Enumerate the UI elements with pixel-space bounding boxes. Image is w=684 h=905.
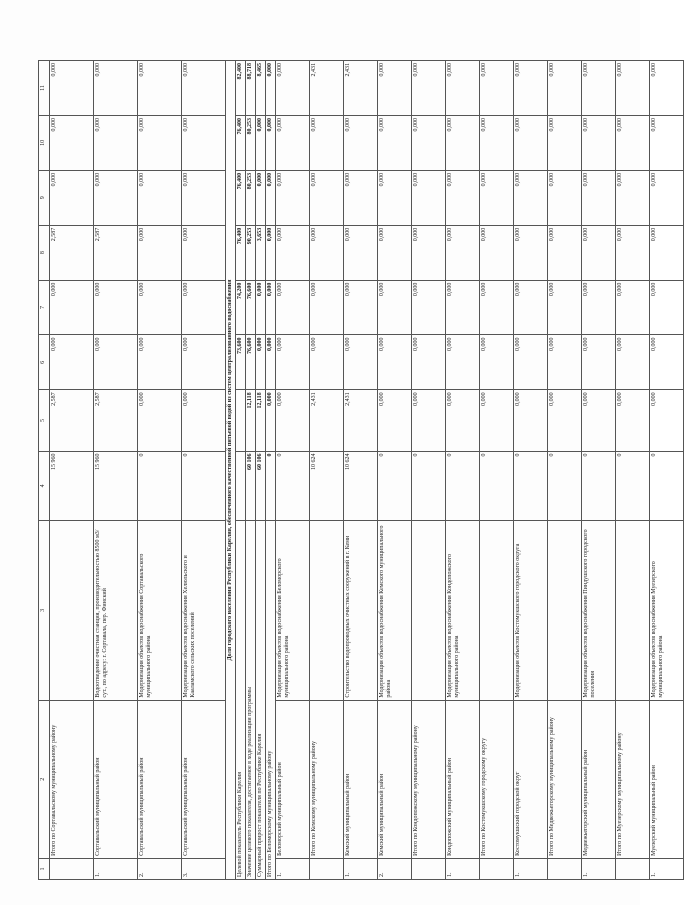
row-number-cell: 1. <box>582 858 616 879</box>
summary-value-cell-9: 0,000 <box>256 170 266 225</box>
value-cell-8: 0,000 <box>616 225 650 280</box>
value-cell-6: 0,000 <box>582 335 616 390</box>
value-cell-7: 0,000 <box>446 280 480 335</box>
row-number-cell: 1. <box>344 858 378 879</box>
value-cell-7: 0,000 <box>582 280 616 335</box>
value-cell-9: 0,000 <box>94 170 138 225</box>
summary-row <box>236 61 246 880</box>
value-cell-7: 0,000 <box>548 280 582 335</box>
summary-value-cell-5: 0,000 <box>266 390 276 451</box>
summary-value-cell-4: 60 106 <box>256 451 266 521</box>
rotated-table-wrapper <box>38 60 664 880</box>
value-cell-8: 0,000 <box>344 225 378 280</box>
value-cell-6: 0,000 <box>344 335 378 390</box>
table-row <box>582 61 616 880</box>
municipality-cell: Итого по Сортавальскому муниципальному району <box>50 700 94 858</box>
value-cell-11: 0,000 <box>514 61 548 116</box>
value-cell-9: 0,000 <box>446 170 480 225</box>
municipality-cell: Костомукшский городской округ <box>514 700 548 858</box>
value-cell-5: 0,000 <box>378 390 412 451</box>
header-cell-1: 1 <box>39 858 50 879</box>
value-cell-7: 0,000 <box>50 280 94 335</box>
header-cell-7: 7 <box>39 280 50 335</box>
value-cell-9: 0,000 <box>412 170 446 225</box>
value-cell-4: 15 960 <box>94 451 138 521</box>
municipality-cell: Кемский муниципальный район <box>344 700 378 858</box>
measure-cell: Модернизация объектов водоснабжения Кемского муниципального района <box>378 521 412 700</box>
summary-value-cell-8: 90,253 <box>246 225 256 280</box>
header-cell-5: 5 <box>39 390 50 451</box>
measure-cell <box>480 521 514 700</box>
value-cell-9: 0,000 <box>480 170 514 225</box>
row-number-cell: 2. <box>378 858 412 879</box>
value-cell-9: 0,000 <box>514 170 548 225</box>
summary-value-cell-8: 3,653 <box>256 225 266 280</box>
measure-cell <box>50 521 94 700</box>
value-cell-8: 0,000 <box>582 225 616 280</box>
row-number-cell <box>412 858 446 879</box>
measure-cell: Модернизация объектов водоснабжения Пиндушского городского поселения <box>582 521 616 700</box>
value-cell-6: 0,000 <box>276 335 310 390</box>
value-cell-10: 0,000 <box>548 115 582 170</box>
value-cell-7: 0,000 <box>412 280 446 335</box>
summary-label-cell: Суммарный прирост показателя по Республике Карелия <box>256 521 266 880</box>
table-row <box>412 61 446 880</box>
summary-row <box>246 61 256 880</box>
value-cell-10: 0,000 <box>94 115 138 170</box>
section-row <box>226 61 236 880</box>
header-cell-11: 11 <box>39 61 50 116</box>
table-row <box>182 61 226 880</box>
value-cell-5: 0,000 <box>650 390 684 451</box>
summary-value-cell-5: 12,118 <box>246 390 256 451</box>
value-cell-10: 0,000 <box>344 115 378 170</box>
value-cell-8: 0,000 <box>276 225 310 280</box>
table-row <box>514 61 548 880</box>
value-cell-11: 0,000 <box>480 61 514 116</box>
row-number-cell <box>548 858 582 879</box>
value-cell-11: 0,000 <box>650 61 684 116</box>
value-cell-9: 0,000 <box>650 170 684 225</box>
table-row <box>616 61 650 880</box>
table-row <box>446 61 480 880</box>
value-cell-10: 0,000 <box>412 115 446 170</box>
measure-cell <box>548 521 582 700</box>
summary-label-cell: Итого по Беломорскому муниципальному району <box>266 521 276 880</box>
summary-row <box>266 61 276 880</box>
summary-value-cell-10: 76,400 <box>236 115 246 170</box>
measure-cell: Модернизация объектов Костомукшского городского округа <box>514 521 548 700</box>
value-cell-7: 0,000 <box>310 280 344 335</box>
summary-row <box>256 61 266 880</box>
value-cell-4: 10 624 <box>344 451 378 521</box>
summary-value-cell-9: 76,400 <box>236 170 246 225</box>
value-cell-11: 0,000 <box>378 61 412 116</box>
value-cell-4: 0 <box>182 451 226 521</box>
value-cell-11: 2,431 <box>344 61 378 116</box>
value-cell-9: 0,000 <box>138 170 182 225</box>
value-cell-5: 0,000 <box>582 390 616 451</box>
row-number-cell <box>480 858 514 879</box>
table-body <box>39 61 684 880</box>
measure-cell <box>616 521 650 700</box>
header-cell-3: 3 <box>39 521 50 700</box>
summary-value-cell-7: 0,000 <box>266 280 276 335</box>
summary-value-cell-5: 12,118 <box>256 390 266 451</box>
header-cell-4: 4 <box>39 451 50 521</box>
value-cell-9: 0,000 <box>582 170 616 225</box>
value-cell-7: 0,000 <box>182 280 226 335</box>
value-cell-6: 0,000 <box>548 335 582 390</box>
value-cell-4: 0 <box>650 451 684 521</box>
value-cell-11: 0,000 <box>50 61 94 116</box>
row-number-cell: 3. <box>182 858 226 879</box>
value-cell-8: 0,000 <box>310 225 344 280</box>
value-cell-10: 0,000 <box>182 115 226 170</box>
summary-value-cell-9: 0,000 <box>266 170 276 225</box>
summary-label-cell: Целевой показатель Республики Карелия <box>236 521 246 880</box>
value-cell-7: 0,000 <box>480 280 514 335</box>
measure-cell: Модернизация объектов водоснабжения Муезерского муниципального района <box>650 521 684 700</box>
header-row <box>39 61 50 880</box>
value-cell-8: 2,587 <box>50 225 94 280</box>
summary-value-cell-5 <box>236 390 246 451</box>
row-number-cell: 1. <box>276 858 310 879</box>
municipality-cell: Итого по Кемскому муниципальному району <box>310 700 344 858</box>
measure-cell: Модернизация объектов водоснабжения Кондопожского муниципального района <box>446 521 480 700</box>
table-row <box>94 61 138 880</box>
summary-value-cell-4 <box>236 451 246 521</box>
value-cell-6: 0,000 <box>138 335 182 390</box>
measure-cell: Модернизация объектов водоснабжения Беломорского муниципального района <box>276 521 310 700</box>
value-cell-8: 0,000 <box>548 225 582 280</box>
value-cell-10: 0,000 <box>582 115 616 170</box>
value-cell-7: 0,000 <box>514 280 548 335</box>
summary-value-cell-8: 76,400 <box>236 225 246 280</box>
value-cell-5: 2,431 <box>310 390 344 451</box>
municipality-cell: Муезерский муниципальный район <box>650 700 684 858</box>
summary-value-cell-11: 8,465 <box>256 61 266 116</box>
value-cell-5: 0,000 <box>616 390 650 451</box>
value-cell-8: 0,000 <box>182 225 226 280</box>
value-cell-9: 0,000 <box>344 170 378 225</box>
value-cell-9: 0,000 <box>276 170 310 225</box>
value-cell-5: 2,431 <box>344 390 378 451</box>
value-cell-6: 0,000 <box>514 335 548 390</box>
value-cell-5: 0,000 <box>548 390 582 451</box>
value-cell-11: 0,000 <box>548 61 582 116</box>
value-cell-8: 0,000 <box>412 225 446 280</box>
measure-cell: Строительство водопроводных очистных сооружений в г. Кеми <box>344 521 378 700</box>
value-cell-10: 0,000 <box>276 115 310 170</box>
value-cell-5: 0,000 <box>138 390 182 451</box>
municipality-cell: Итого по Кондопожскому муниципальному району <box>412 700 446 858</box>
value-cell-10: 0,000 <box>310 115 344 170</box>
value-cell-6: 0,000 <box>650 335 684 390</box>
table-row <box>344 61 378 880</box>
value-cell-5: 0,000 <box>276 390 310 451</box>
summary-value-cell-6: 0,000 <box>266 335 276 390</box>
row-number-cell: 1. <box>94 858 138 879</box>
value-cell-4: 15 960 <box>50 451 94 521</box>
row-number-cell <box>310 858 344 879</box>
municipality-cell: Итого по Костомукшскому городскому округу <box>480 700 514 858</box>
municipality-cell: Итого по Медвежьегорскому муниципальному району <box>548 700 582 858</box>
value-cell-6: 0,000 <box>378 335 412 390</box>
row-number-cell: 2. <box>138 858 182 879</box>
summary-value-cell-4: 60 106 <box>246 451 256 521</box>
table-row <box>310 61 344 880</box>
value-cell-6: 0,000 <box>182 335 226 390</box>
municipality-cell: Итого по Муезерскому муниципальному району <box>616 700 650 858</box>
value-cell-6: 0,000 <box>446 335 480 390</box>
municipality-cell: Кемский муниципальный район <box>378 700 412 858</box>
value-cell-4: 0 <box>514 451 548 521</box>
row-number-cell: 1. <box>650 858 684 879</box>
row-number-cell <box>50 858 94 879</box>
value-cell-6: 0,000 <box>50 335 94 390</box>
value-cell-4: 0 <box>582 451 616 521</box>
header-cell-8: 8 <box>39 225 50 280</box>
table-row <box>276 61 310 880</box>
value-cell-10: 0,000 <box>50 115 94 170</box>
value-cell-11: 0,000 <box>94 61 138 116</box>
value-cell-10: 0,000 <box>650 115 684 170</box>
value-cell-10: 0,000 <box>514 115 548 170</box>
value-cell-6: 0,000 <box>412 335 446 390</box>
value-cell-8: 2,587 <box>94 225 138 280</box>
value-cell-9: 0,000 <box>378 170 412 225</box>
summary-value-cell-6: 73,600 <box>236 335 246 390</box>
value-cell-11: 0,000 <box>446 61 480 116</box>
municipality-cell: Медвежьегорский муниципальный район <box>582 700 616 858</box>
municipality-cell: Сортавальский муниципальный район <box>138 700 182 858</box>
value-cell-11: 0,000 <box>616 61 650 116</box>
value-cell-7: 0,000 <box>344 280 378 335</box>
value-cell-10: 0,000 <box>138 115 182 170</box>
value-cell-9: 0,000 <box>310 170 344 225</box>
value-cell-6: 0,000 <box>94 335 138 390</box>
row-number-cell: 1. <box>514 858 548 879</box>
value-cell-6: 0,000 <box>616 335 650 390</box>
value-cell-4: 0 <box>378 451 412 521</box>
value-cell-11: 0,000 <box>582 61 616 116</box>
value-cell-7: 0,000 <box>378 280 412 335</box>
value-cell-9: 0,000 <box>50 170 94 225</box>
measure-cell <box>310 521 344 700</box>
row-number-cell <box>616 858 650 879</box>
value-cell-7: 0,000 <box>94 280 138 335</box>
value-cell-9: 0,000 <box>616 170 650 225</box>
row-number-cell: 1. <box>446 858 480 879</box>
table-row <box>378 61 412 880</box>
measure-cell: Модернизация объектов водоснабжения Сортавальского муниципального района <box>138 521 182 700</box>
summary-value-cell-7: 74,200 <box>236 280 246 335</box>
municipality-cell: Сортавальский муниципальный район <box>182 700 226 858</box>
summary-value-cell-9: 80,253 <box>246 170 256 225</box>
value-cell-8: 0,000 <box>446 225 480 280</box>
value-cell-5: 2,587 <box>94 390 138 451</box>
section-title-cell: Доля городского населения Республики Карелия, обеспеченного качественной питьевой водой из систем централизованного водоснабжения <box>226 61 236 880</box>
summary-value-cell-4: 0 <box>266 451 276 521</box>
value-cell-8: 0,000 <box>650 225 684 280</box>
header-cell-6: 6 <box>39 335 50 390</box>
header-cell-10: 10 <box>39 115 50 170</box>
table-row <box>480 61 514 880</box>
value-cell-6: 0,000 <box>310 335 344 390</box>
value-cell-5: 0,000 <box>514 390 548 451</box>
table-row <box>138 61 182 880</box>
value-cell-5: 0,000 <box>182 390 226 451</box>
value-cell-11: 0,000 <box>182 61 226 116</box>
summary-value-cell-6: 76,600 <box>246 335 256 390</box>
value-cell-5: 0,000 <box>412 390 446 451</box>
value-cell-7: 0,000 <box>138 280 182 335</box>
summary-value-cell-7: 76,600 <box>246 280 256 335</box>
value-cell-10: 0,000 <box>616 115 650 170</box>
header-cell-2: 2 <box>39 700 50 858</box>
municipality-cell: Кондопожский муниципальный район <box>446 700 480 858</box>
summary-value-cell-7: 0,000 <box>256 280 266 335</box>
value-cell-4: 0 <box>616 451 650 521</box>
summary-value-cell-10: 0,000 <box>266 115 276 170</box>
table-row <box>50 61 94 880</box>
value-cell-8: 0,000 <box>138 225 182 280</box>
value-cell-4: 0 <box>446 451 480 521</box>
municipality-cell: Сортавальский муниципальный район <box>94 700 138 858</box>
value-cell-4: 0 <box>412 451 446 521</box>
value-cell-4: 10 624 <box>310 451 344 521</box>
value-cell-5: 0,000 <box>446 390 480 451</box>
program-table <box>38 60 684 880</box>
header-cell-9: 9 <box>39 170 50 225</box>
value-cell-6: 0,000 <box>480 335 514 390</box>
measure-cell: Модернизация объектов водоснабжения Хелюльского и Кааламского сельских поселений <box>182 521 226 700</box>
value-cell-5: 0,000 <box>480 390 514 451</box>
summary-value-cell-11: 88,718 <box>246 61 256 116</box>
measure-cell: Водоотведение очистная станция, производительностью 8500 м3/сут., по адресу: г. Сортавала, пер. Финский <box>94 521 138 700</box>
municipality-cell: Беломорский муниципальный район <box>276 700 310 858</box>
value-cell-10: 0,000 <box>378 115 412 170</box>
value-cell-9: 0,000 <box>182 170 226 225</box>
value-cell-7: 0,000 <box>276 280 310 335</box>
summary-value-cell-10: 80,253 <box>246 115 256 170</box>
value-cell-11: 0,000 <box>138 61 182 116</box>
table-row <box>548 61 582 880</box>
value-cell-8: 0,000 <box>378 225 412 280</box>
value-cell-11: 2,431 <box>310 61 344 116</box>
summary-value-cell-8: 0,000 <box>266 225 276 280</box>
value-cell-4: 0 <box>480 451 514 521</box>
value-cell-8: 0,000 <box>514 225 548 280</box>
summary-value-cell-11: 82,400 <box>236 61 246 116</box>
value-cell-4: 0 <box>548 451 582 521</box>
value-cell-7: 0,000 <box>616 280 650 335</box>
measure-cell <box>412 521 446 700</box>
table-row <box>650 61 684 880</box>
summary-label-cell: Значение целевого показателя, достигаемое в ходе реализации программы <box>246 521 256 880</box>
summary-value-cell-6: 0,000 <box>256 335 266 390</box>
value-cell-4: 0 <box>276 451 310 521</box>
value-cell-11: 0,000 <box>276 61 310 116</box>
summary-value-cell-10: 0,000 <box>256 115 266 170</box>
summary-value-cell-11: 0,000 <box>266 61 276 116</box>
value-cell-7: 0,000 <box>650 280 684 335</box>
value-cell-4: 0 <box>138 451 182 521</box>
value-cell-8: 0,000 <box>480 225 514 280</box>
value-cell-5: 2,587 <box>50 390 94 451</box>
value-cell-9: 0,000 <box>548 170 582 225</box>
value-cell-10: 0,000 <box>480 115 514 170</box>
value-cell-11: 0,000 <box>412 61 446 116</box>
value-cell-10: 0,000 <box>446 115 480 170</box>
